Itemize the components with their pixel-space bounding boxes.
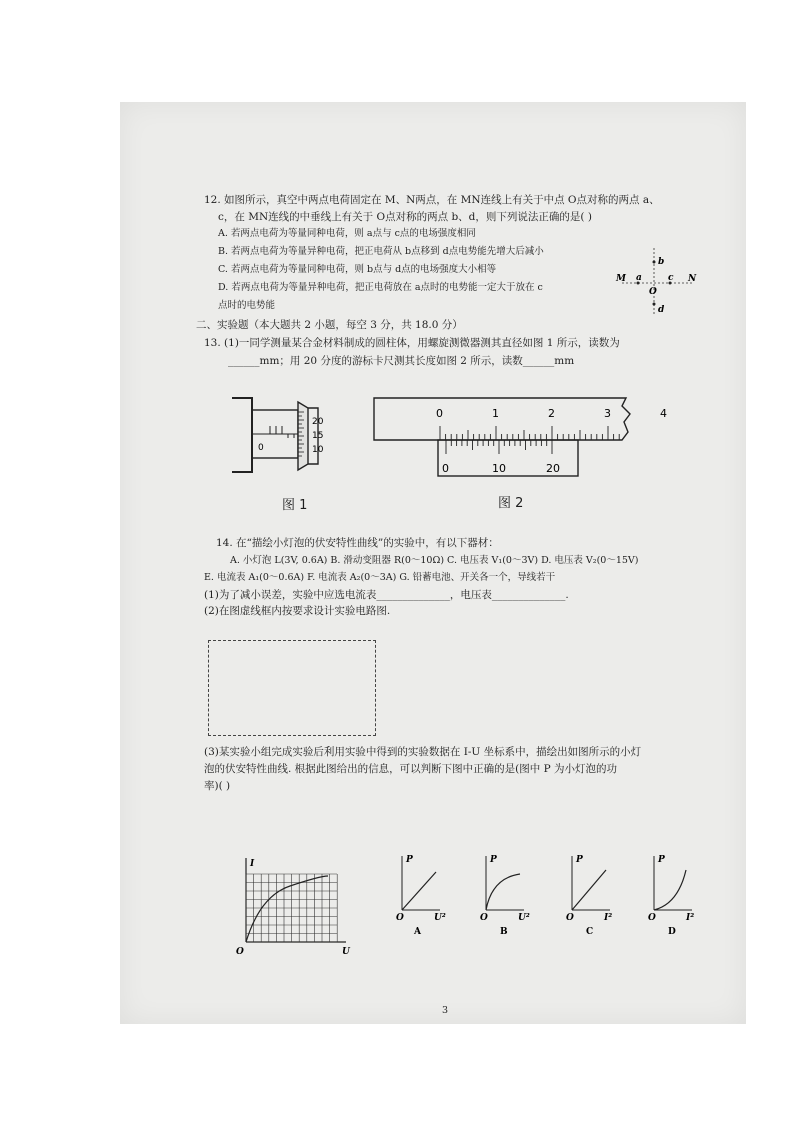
label-b: b: [658, 257, 665, 267]
circuit-design-box: [208, 640, 376, 736]
label-n: N: [688, 274, 697, 284]
exam-page: [120, 102, 746, 1024]
q14-materials-line1: A. 小灯泡 L(3V, 0.6A) B. 滑动变阻器 R(0～10Ω) C. 电压表 V₁(0～3V) D. 电压表 V₂(0～15V): [230, 555, 639, 566]
option-d-graph: [648, 852, 698, 936]
option-c-x: I²: [604, 913, 613, 923]
caliper-vernier-0: 0: [442, 462, 449, 475]
caliper-main-4: 4: [660, 407, 667, 420]
option-c-label: C: [586, 927, 594, 937]
micrometer-20: 20: [312, 417, 324, 427]
label-a: a: [636, 273, 642, 283]
micrometer-15: 15: [312, 431, 324, 441]
vernier-caliper-figure: [374, 398, 667, 482]
option-a-graph: [396, 852, 446, 936]
caliper-main-1: 1: [492, 407, 499, 420]
q14-part3-line3: 率)( ): [204, 780, 231, 792]
option-d-x: I²: [686, 913, 695, 923]
label-c: c: [668, 273, 674, 283]
page-number: 3: [442, 1005, 449, 1016]
option-b-label: B: [500, 927, 508, 937]
q14-part3-line1: (3)某实验小组完成实验后利用实验中得到的实验数据在 I-U 坐标系中，描绘出如图所示的小灯: [204, 746, 642, 758]
option-b-x: U²: [518, 913, 530, 923]
q12-option-a: A. 若两点电荷为等量同种电荷，则 a点与 c点的电场强度相同: [218, 228, 476, 239]
option-a-x: U²: [434, 913, 446, 923]
figure1-caption: 图 1: [282, 498, 308, 513]
q12-charge-figure: [616, 242, 696, 318]
q14-part2: (2)在图虚线框内按要求设计实验电路图.: [204, 605, 391, 617]
label-d: d: [658, 305, 665, 315]
iu-origin: O: [236, 947, 244, 957]
micrometer-figure: [232, 394, 328, 480]
option-b-y: P: [490, 855, 497, 865]
figure2-caption: 图 2: [498, 496, 524, 511]
q12-option-b: B. 若两点电荷为等量异种电荷，把正电荷从 b点移到 d点电势能先增大后减小: [218, 246, 544, 257]
option-d-y: P: [658, 855, 665, 865]
q12-option-d-line1: D. 若两点电荷为等量异种电荷，把正电荷放在 a点时的电势能一定大于放在 c: [218, 282, 543, 293]
q12-line2: c，在 MN连线的中垂线上有关于 O点对称的两点 b、d，则下列说法正确的是( ): [218, 211, 592, 223]
caliper-vernier-20: 20: [546, 462, 560, 475]
q13-line1: 13. (1)一同学测量某合金材料制成的圆柱体，用螺旋测微器测其直径如图 1 所示，读数为: [204, 337, 620, 349]
micrometer-10: 10: [312, 445, 324, 455]
label-o: O: [649, 287, 657, 297]
q12-line1: 12. 如图所示，真空中两点电荷固定在 M、N两点，在 MN连线上有关于中点 O点对称的两点 a、: [204, 194, 660, 206]
iu-y-label: I: [250, 859, 255, 869]
option-d-label: D: [668, 927, 676, 937]
caliper-main-3: 3: [604, 407, 611, 420]
option-c-y: P: [576, 855, 583, 865]
q14-part3-line2: 泡的伏安特性曲线. 根据此图给出的信息，可以判断下图中正确的是(图中 P 为小灯泡的功: [204, 763, 618, 775]
caliper-main-0: 0: [436, 407, 443, 420]
option-a-label: A: [414, 927, 421, 937]
option-b-origin: O: [480, 913, 488, 923]
q13-line2: ______mm；用 20 分度的游标卡尺测其长度如图 2 所示，读数______mm: [228, 355, 575, 367]
iu-characteristic-graph: [230, 856, 350, 956]
q12-option-d-line2: 点时的电势能: [218, 300, 276, 311]
option-a-origin: O: [396, 913, 404, 923]
micrometer-zero: 0: [258, 443, 264, 453]
option-d-origin: O: [648, 913, 656, 923]
iu-curve: [246, 876, 328, 942]
section-heading: 二、实验题（本大题共 2 小题，每空 3 分，共 18.0 分）: [196, 319, 463, 331]
q14-line1: 14. 在“描绘小灯泡的伏安特性曲线”的实验中，有以下器材：: [216, 537, 499, 549]
option-b-graph: [480, 852, 530, 936]
q14-materials-line2: E. 电流表 A₁(0～0.6A) F. 电流表 A₂(0～3A) G. 铅蓄电池、开关各一个，导线若干: [204, 572, 556, 583]
q14-part1: (1)为了减小误差，实验中应选电流表______________，电压表______________.: [204, 589, 569, 601]
caliper-main-2: 2: [548, 407, 555, 420]
q12-option-c: C. 若两点电荷为等量同种电荷，则 b点与 d点的电场强度大小相等: [218, 264, 497, 275]
label-m: M: [616, 274, 626, 284]
option-a-y: P: [406, 855, 413, 865]
option-c-graph: [566, 852, 616, 936]
caliper-vernier-10: 10: [492, 462, 506, 475]
iu-x-label: U: [342, 947, 350, 957]
option-c-origin: O: [566, 913, 574, 923]
